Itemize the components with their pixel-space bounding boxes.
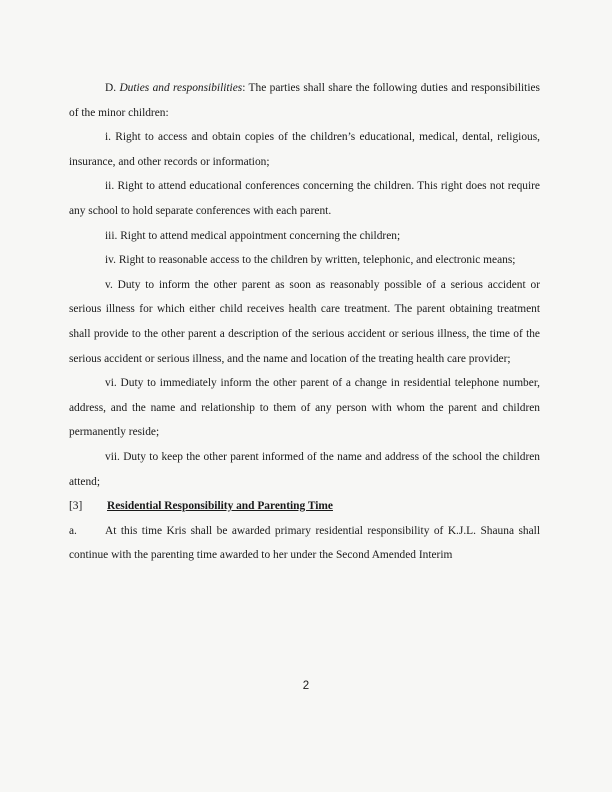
list-item-v: v. Duty to inform the other parent as soon as reasonably possible of a serious accident or serious illness for which either child receives health care treatment. The parent obtaining treatment shall provide to the other parent a description of the serious accident or serious illness, the time of the serious accident or serious illness, and the name and location of the treating health care provider; bbox=[69, 278, 540, 365]
paragraph-a-text: At this time Kris shall be awarded primary residential responsibility of K.J.L. Shauna shall continue with the parenting time awarded to her under the Second Amended Interim bbox=[69, 524, 540, 562]
paragraph-a bbox=[69, 519, 540, 568]
page-number: 2 bbox=[302, 680, 310, 692]
paragraph-d-text: : The parties shall share the following duties and responsibilities of the minor children: bbox=[69, 82, 540, 119]
section-heading bbox=[69, 494, 540, 519]
list-item-iii: iii. Right to attend medical appointment concerning the children; bbox=[105, 229, 401, 242]
section-number: [3] bbox=[69, 500, 83, 513]
document-body bbox=[69, 76, 540, 568]
list-item-iv: iv. Right to reasonable access to the children by written, telephonic, and electronic means; bbox=[105, 254, 516, 267]
paragraph-d-heading: Duties and responsibilities bbox=[119, 82, 243, 94]
list-item-i: i. Right to access and obtain copies of the children’s educational, medical, dental, religious, insurance, and other records or information; bbox=[69, 131, 540, 168]
paragraph-a-label: a. bbox=[69, 524, 77, 537]
section-title: Residential Responsibility and Parenting Time bbox=[107, 500, 333, 513]
list-item-vi: vi. Duty to immediately inform the other parent of a change in residential telephone number, address, and the name and relationship to them of any person with whom the parent and children permanently reside; bbox=[69, 377, 540, 439]
paragraph-d-label: D. bbox=[105, 82, 117, 94]
paragraph-d bbox=[69, 76, 540, 125]
list-item-ii: ii. Right to attend educational conferences concerning the children. This right does not require any school to hold separate conferences with each parent. bbox=[69, 180, 540, 217]
list-item-vii: vii. Duty to keep the other parent informed of the name and address of the school the children attend; bbox=[69, 450, 540, 488]
